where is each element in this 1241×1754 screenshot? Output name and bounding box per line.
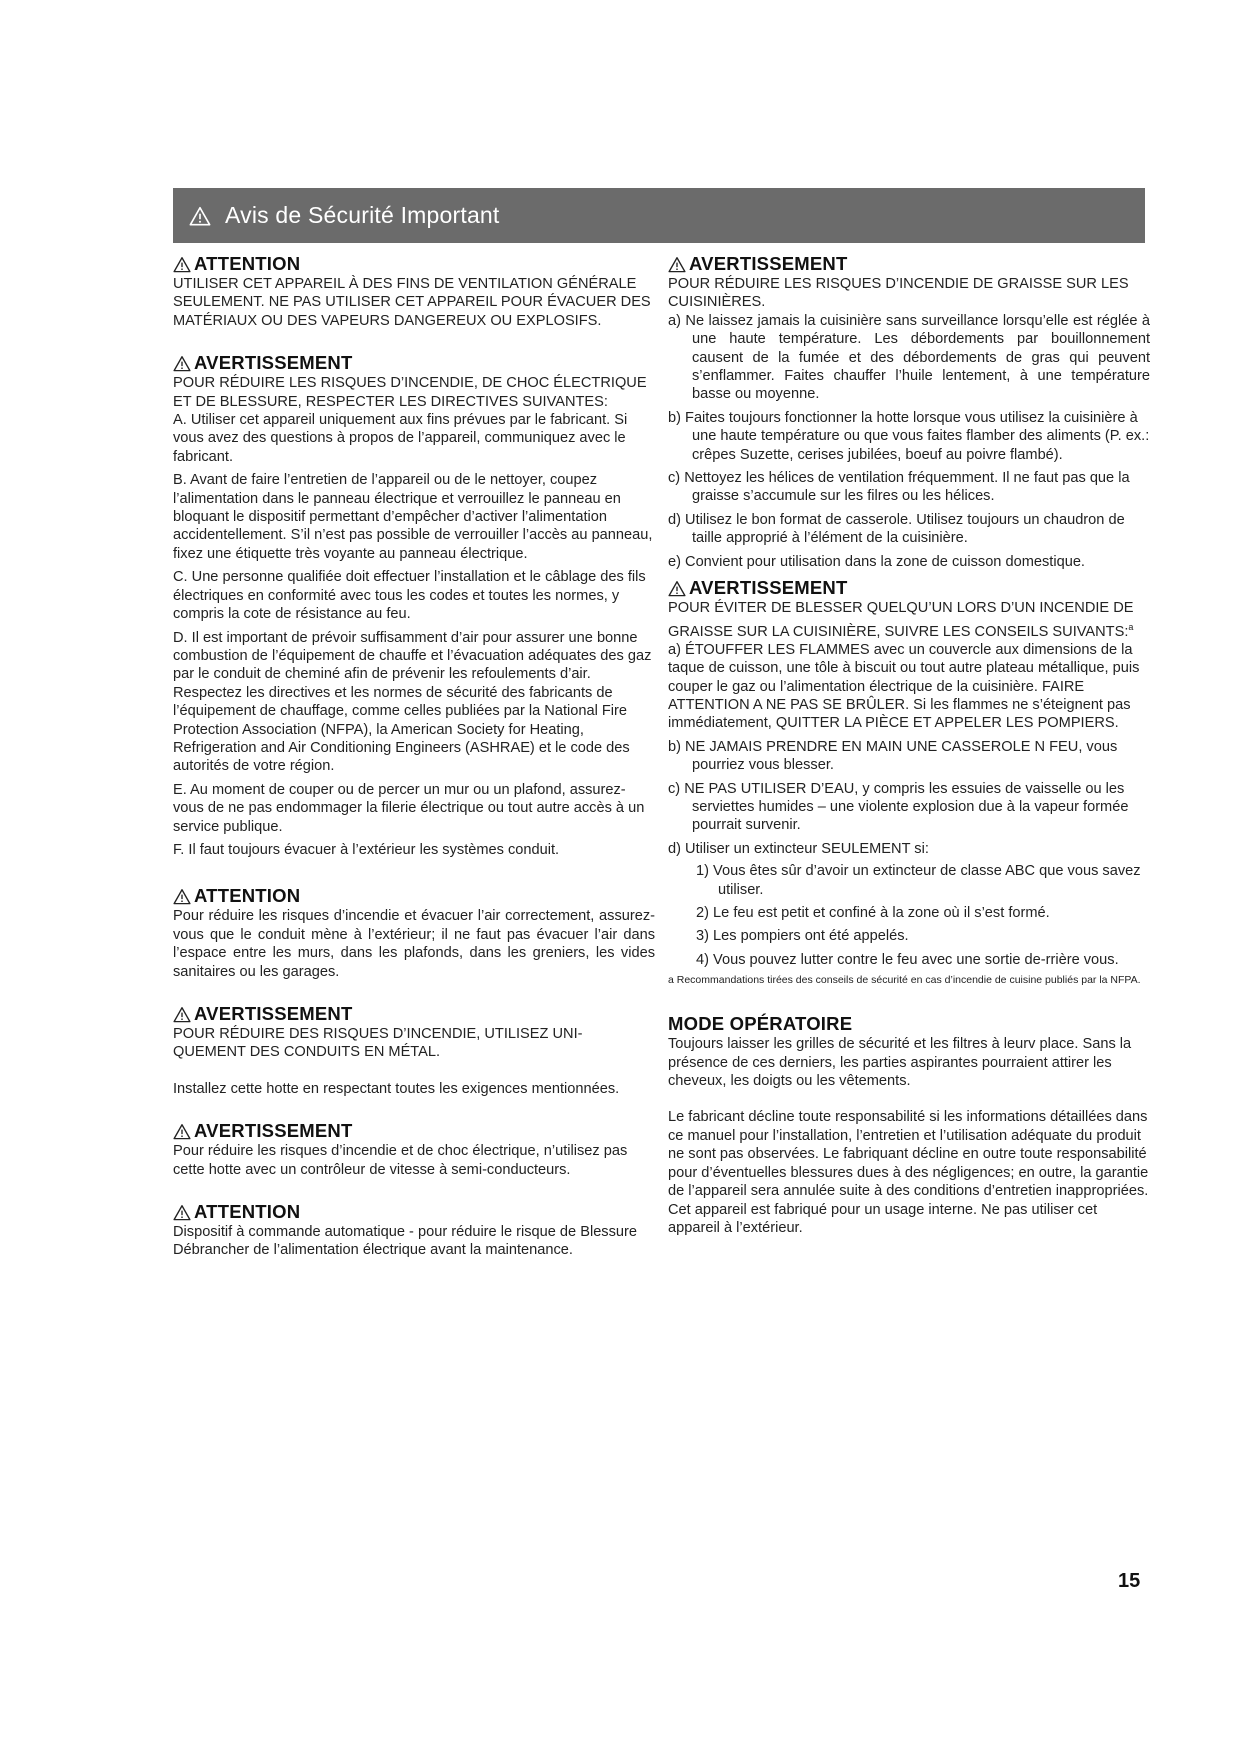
left-column <box>173 253 655 1260</box>
left-section-avertissement-1 <box>173 352 655 859</box>
warning-triangle-icon <box>173 1204 191 1221</box>
section-text: POUR RÉDUIRE DES RISQUES D’INCENDIE, UTILISEZ UNI-QUEMENT DES CONDUITS EN MÉTAL. <box>173 1026 583 1061</box>
sub-list-item: 2) Le feu est petit et confiné à la zone où il s’est formé. <box>696 905 1050 922</box>
section-heading: ATTENTION <box>173 1201 655 1223</box>
list-item: A. Utiliser cet appareil uniquement aux fins prévues par le fabricant. Si vous avez des questions à propos de l’appareil, communiquez avec le fabricant. <box>173 412 628 465</box>
list-item: e) Convient pour utilisation dans la zone de cuisson domestique. <box>668 553 1085 570</box>
list-item: F. Il faut toujours évacuer à l’extérieur les systèmes conduit. <box>173 841 560 858</box>
section-intro: POUR RÉDUIRE LES RISQUES D’INCENDIE DE GRAISSE SUR LES CUISINIÈRES. <box>668 276 1129 311</box>
list-item: a) ÉTOUFFER LES FLAMMES avec un couvercle aux dimensions de la taque de cuisson, une tôle à biscuit ou tout autre plateau métallique, puis couper le gaz ou l’alimentation électrique de la cuisinière. FAIRE ATTENTION A NE PAS SE BRÛLER. Si les flammes ne s’éteignent pas immédiatement, QUITTER LA PIÈCE ET APPELER LES POMPIERS. <box>668 641 1140 732</box>
section-intro: POUR ÉVITER DE BLESSER QUELQU’UN LORS D’UN INCENDIE DE GRAISSE SUR LA CUISINIÈRE, SUIVRE LES CONSEILS SUIVANTS:$^a$ <box>668 600 1134 640</box>
left-section-attention-1 <box>173 253 655 330</box>
section-heading: MODE OPÉRATOIRE <box>668 1013 853 1035</box>
list-item: c) NE PAS UTILISER D’EAU, y compris les essuies de vaisselle ou les serviettes humides – une violente explosion due à la vapeur formée pourrait survenir. <box>668 780 1129 834</box>
section-text: Pour réduire les risques d’incendie et de choc électrique, n’utilisez pas cette hotte avec un contrôleur de vitesse à semi-conducteurs. <box>173 1143 628 1178</box>
right-section-avertissement-2 <box>668 577 1150 987</box>
page-number: 15 <box>1118 1570 1141 1592</box>
warning-triangle-icon <box>173 1123 191 1140</box>
right-section-mode-operatoire <box>668 1013 1150 1237</box>
list-item: d) Utiliser un extincteur SEULEMENT si: <box>668 840 929 857</box>
section-heading: ATTENTION <box>173 885 655 907</box>
section-heading: AVERTISSEMENT <box>173 1120 655 1142</box>
warning-triangle-icon <box>173 355 191 372</box>
section-heading: ATTENTION <box>173 253 655 275</box>
right-column <box>668 253 1150 1237</box>
section-text: UTILISER CET APPAREIL À DES FINS DE VENTILATION GÉNÉRALE SEULEMENT. NE PAS UTILISER CET APPAREIL POUR ÉVACUER DES MATÉRIAUX OU DES VAPEURS DANGEREUX OU EXPLOSIFS. <box>173 276 651 329</box>
left-section-avertissement-3 <box>173 1120 655 1179</box>
list-item: D. Il est important de prévoir suffisamment d’air pour assurer une bonne combustion de l’équipement de chauffe et l’évacuation adéquates des gaz par le conduit de cheminé afin de prévenir les refoulements d’air. Respectez les directives et les normes de sécurité des fabricants de l’équipement de chauffage, comme celles publiées par la National Fire Protection Association (NFPA), la American Society for Heating, Refrigeration and Air Conditioning Engineers (ASHRAE) et le code des autorités de votre région. <box>173 629 652 775</box>
left-section-avertissement-2 <box>173 1003 655 1098</box>
warning-triangle-icon <box>668 580 686 597</box>
banner-title: Avis de Sécurité Important <box>225 202 500 228</box>
list-item: c) Nettoyez les hélices de ventilation fréquemment. Il ne faut pas que la graisse s’accumule sur les filres ou les hélices. <box>668 470 1130 505</box>
list-item: B. Avant de faire l’entretien de l’appareil ou de le nettoyer, coupez l’alimentation dans le panneau électrique et verrouillez le panneau en bloquant le dispositif permettant d’empêcher d’activer l’alimentation accidentellement. S’il n’est pas possible de verrouiller l’accès au panneau, fixez une étiquette très voyante au panneau électrique. <box>173 472 653 562</box>
list-item: a) Ne laissez jamais la cuisinière sans surveillance lorsqu’elle est réglée à une haute température. Les débordements par bouillonnement causent de la fumée et des débordements de gras qui peuvent s’enflammer. Faites chauffer l’huile lentement, à une température basse ou moyenne. <box>668 312 1150 403</box>
warning-triangle-icon <box>173 1006 191 1023</box>
warning-triangle-icon <box>173 888 191 905</box>
warning-triangle-icon <box>189 205 211 227</box>
section-banner <box>173 188 1145 243</box>
section-heading: AVERTISSEMENT <box>173 1003 655 1025</box>
section-heading: AVERTISSEMENT <box>668 253 1150 275</box>
left-section-attention-3 <box>173 1201 655 1260</box>
section-intro: POUR RÉDUIRE LES RISQUES D’INCENDIE, DE CHOC ÉLECTRIQUE ET DE BLESSURE, RESPECTER LES DIRECTIVES SUIVANTES: <box>173 375 647 410</box>
section-text: Dispositif à commande automatique - pour réduire le risque de Blessure Débrancher de l’alimentation électrique avant la maintenance. <box>173 1224 637 1259</box>
left-section-attention-2 <box>173 885 655 981</box>
section-heading: AVERTISSEMENT <box>668 577 1150 599</box>
footnote: a Recommandations tirées des conseils de sécurité en cas d’incendie de cuisine publiés par la NFPA. <box>668 974 1141 987</box>
list-item: b) Faites toujours fonctionner la hotte lorsque vous utilisez la cuisinière à une haute température ou que vous faites flamber des aliments (P. ex.: crêpes Suzette, cerises jubilées, boeuf au poivre flambé). <box>668 409 1150 463</box>
sub-list-item: 3) Les pompiers ont été appelés. <box>696 928 909 945</box>
list-item: d) Utilisez le bon format de casserole. Utilisez toujours un chaudron de taille approprié à l’élément de la cuisinière. <box>668 511 1125 547</box>
section-heading: AVERTISSEMENT <box>173 352 655 374</box>
section-text: Pour réduire les risques d’incendie et évacuer l’air correctement, assurez-vous que le conduit mène à l’extérieur; il ne faut pas évacuer l’air dans l’espace entre les murs, dans les plafonds, dans les greniers, les vides sanitaires ou les garages. <box>173 908 655 980</box>
list-item: b) NE JAMAIS PRENDRE EN MAIN UNE CASSEROLE N FEU, vous pourriez vous blesser. <box>668 738 1118 774</box>
list-item: E. Au moment de couper ou de percer un mur ou un plafond, assurez-vous de ne pas endommager la filerie électrique ou tout autre accès à un service publique. <box>173 781 645 835</box>
list-item: C. Une personne qualifiée doit effectuer l’installation et le câblage des fils électriques en conformité avec tous les codes et toutes les normes, y compris la cote de résistance au feu. <box>173 569 646 623</box>
footnote-marker: a <box>1128 621 1134 632</box>
warning-triangle-icon <box>173 256 191 273</box>
right-section-avertissement-1 <box>668 253 1150 571</box>
section-text: Toujours laisser les grilles de sécurité et les filtres à leurv place. Sans la présence de ces derniers, les parties aspirantes pourraient attirer les cheveux, les doigts ou les vêtements. <box>668 1036 1132 1090</box>
section-note: Installez cette hotte en respectant toutes les exigences mentionnées. <box>173 1080 620 1097</box>
sub-list-item: 1) Vous êtes sûr d’avoir un extincteur de classe ABC que vous savez utiliser. <box>696 863 1141 898</box>
sub-list-item: 4) Vous pouvez lutter contre le feu avec une sortie de-rrière vous. <box>696 951 1119 968</box>
section-text: Le fabricant décline toute responsabilité si les informations détaillées dans ce manuel pour l’installation, l’entretien et l’utilisation adéquate du produit ne sont pas observées. Le fabriquant décline en outre toute responsabilité pour d’éventuelles blessures dues à des négligences; en outre, la garantie de l’appareil sera annulée suite à des conditions d’entretien inappropriées. Cet appareil est fabriqué pour un usage interne. Ne pas utiliser cet appareil à l’extérieur. <box>668 1109 1149 1236</box>
warning-triangle-icon <box>668 256 686 273</box>
